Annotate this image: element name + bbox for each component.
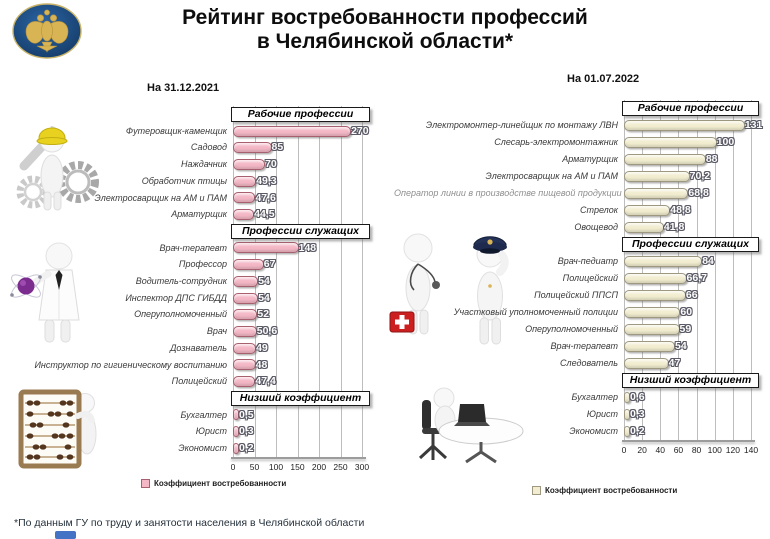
legend-label: Коэффициент востребованности — [154, 479, 287, 488]
section-header: Профессии служащих — [231, 224, 370, 239]
bar — [233, 176, 256, 187]
bar-value: 68,8 — [688, 187, 709, 199]
bar-label: Полицейский ППСП — [534, 290, 618, 300]
bar-label: Садовод — [190, 142, 227, 153]
bar-value: 84 — [702, 255, 714, 267]
bar — [624, 256, 702, 267]
bar-value: 88 — [705, 153, 718, 165]
bar-value: 50,6 — [256, 325, 278, 338]
page-title — [0, 6, 770, 54]
bar — [233, 259, 264, 270]
axis-tick-label: 140 — [743, 445, 759, 455]
bar-label: Экономист — [178, 443, 227, 453]
bar — [233, 192, 255, 203]
bar-label: Инспектор ДПС ГИБДД — [125, 292, 227, 303]
bar-label: Стрелок — [580, 205, 618, 215]
section-header: Низший коэффициент — [231, 391, 370, 406]
axis-tick-label: 0 — [621, 445, 627, 455]
bar-label: Инструктор по гигиеническому воспитанию — [34, 359, 227, 370]
bar — [624, 307, 680, 318]
bar — [624, 341, 675, 352]
bar-label: Овощевод — [574, 222, 618, 232]
section-header: Рабочие профессии — [622, 101, 759, 116]
chart-date-2021: На 31.12.2021 — [147, 82, 220, 94]
bar-value: 49,3 — [256, 174, 277, 187]
page-title-line1: Рейтинг востребованности профессий — [182, 6, 588, 29]
bar-label: Бухгалтер — [180, 409, 227, 420]
axis-baseline — [231, 457, 366, 459]
chart-2021 — [8, 106, 408, 486]
bar-label: Слесарь-электромонтажник — [494, 137, 618, 147]
axis-tick-label: 100 — [268, 461, 284, 472]
bar-value: 0,3 — [630, 408, 645, 420]
bar-label: Полицейский — [171, 376, 227, 387]
section-header: Низший коэффициент — [622, 373, 759, 388]
bar — [233, 276, 258, 287]
chart-2022 — [394, 100, 770, 472]
bar-value: 85 — [271, 141, 284, 154]
axis-tick-label: 150 — [290, 461, 305, 472]
bar-value: 0,2 — [239, 442, 254, 454]
bar-label: Электромонтер-линейщик по монтажу ЛВН — [425, 120, 618, 130]
bar — [624, 273, 687, 284]
bar — [624, 205, 670, 216]
bar-value: 49 — [256, 341, 268, 354]
bar-value: 0,5 — [239, 408, 254, 421]
bar-label: Водитель-сотрудник — [135, 276, 227, 286]
bar-value: 48 — [255, 358, 268, 371]
section-header: Рабочие профессии — [231, 107, 370, 122]
bar-value: 0,2 — [630, 425, 645, 437]
bar-value: 41,8 — [663, 221, 685, 233]
bar-label: Арматурщик — [171, 209, 227, 220]
bar-value: 0,6 — [630, 391, 645, 403]
bar-value: 54 — [258, 275, 270, 287]
legend-label: Коэффициент востребованности — [545, 486, 678, 495]
gridline — [678, 100, 679, 440]
gridline — [733, 100, 734, 440]
axis-baseline — [622, 440, 755, 442]
axis-tick-label: 40 — [655, 445, 666, 455]
bar — [624, 290, 686, 301]
axis-tick-label: 0 — [230, 461, 236, 472]
bar-label: Полицейский — [562, 273, 618, 283]
bar-label: Футеровщик-каменщик — [125, 125, 227, 136]
bar-label: Оперуполномоченный — [134, 309, 227, 320]
bar — [624, 171, 690, 182]
bar-label: Оперуполномоченный — [525, 324, 618, 334]
axis-tick-label: 300 — [354, 461, 370, 472]
axis-tick-label: 20 — [637, 445, 647, 455]
gridline — [624, 100, 625, 440]
bar-label: Врач-педиатр — [557, 256, 618, 266]
bar — [624, 324, 680, 335]
bar-label: Участковый уполномоченный полиции — [453, 307, 618, 317]
bar-value: 0,3 — [239, 425, 254, 438]
axis-tick-label: 250 — [333, 461, 348, 472]
bar-value: 70 — [265, 158, 277, 171]
bar — [233, 126, 351, 137]
bar-value: 48,8 — [670, 204, 691, 216]
axis-tick-label: 60 — [673, 445, 684, 455]
bar-value: 270 — [351, 124, 369, 137]
legend-swatch-icon — [532, 486, 541, 495]
bar-label: Электросварщик на АМ и ПАМ — [485, 171, 618, 181]
legend-swatch-icon — [141, 479, 150, 488]
bar — [233, 209, 254, 220]
bar — [624, 188, 688, 199]
page-edge-artifact — [55, 531, 76, 539]
bar-label: Юрист — [586, 409, 618, 419]
bar-value: 148 — [298, 241, 317, 254]
bar-value: 66 — [685, 289, 698, 301]
bar-label: Наждачник — [181, 159, 227, 170]
bar-value: 66,7 — [686, 272, 707, 284]
bar-label: Врач-терапевт — [159, 242, 227, 253]
bar — [233, 359, 256, 370]
axis-tick-label: 50 — [249, 461, 260, 472]
bar — [233, 159, 265, 170]
footnote: *По данным ГУ по труду и занятости населения в Челябинской области — [14, 517, 365, 529]
bar-label: Экономист — [569, 426, 618, 436]
bar-label: Бухгалтер — [571, 392, 618, 402]
bar-value: 100 — [716, 136, 735, 148]
bar-value: 44,5 — [254, 208, 275, 221]
bar-label: Обработчик птицы — [141, 175, 227, 186]
gridline — [660, 100, 661, 440]
bar — [233, 343, 256, 354]
bar-label: Следователь — [560, 358, 618, 368]
bar-label: Юрист — [195, 426, 227, 437]
bar-value: 59 — [679, 323, 692, 335]
bar-label: Врач — [206, 326, 227, 337]
bar — [624, 120, 745, 131]
bar-value: 52 — [257, 308, 270, 321]
gridline — [751, 100, 752, 440]
bar-value: 60 — [680, 306, 693, 318]
bar-label: Электросварщик на АМ и ПАМ — [94, 192, 227, 203]
bar-value: 54 — [674, 340, 687, 352]
bar — [624, 137, 717, 148]
axis-tick-label: 80 — [691, 445, 702, 455]
bar-value: 67 — [263, 258, 276, 271]
bar — [233, 326, 257, 337]
bar — [233, 242, 299, 253]
bar-label: Врач-терапевт — [550, 341, 618, 351]
page-title-line2: в Челябинской области* — [256, 30, 514, 53]
bar-label: Оператор линии в производстве пищевой продукции — [394, 188, 622, 198]
chart-date-2022: На 01.07.2022 — [567, 73, 640, 85]
bar — [624, 222, 664, 233]
bar — [233, 376, 255, 387]
bar — [624, 154, 706, 165]
bar-label: Профессор — [178, 259, 227, 270]
legend-2021 — [141, 479, 286, 488]
axis-tick-label: 100 — [707, 445, 722, 455]
section-header: Профессии служащих — [622, 237, 759, 252]
bar — [233, 142, 272, 153]
bar — [233, 309, 257, 320]
bar-value: 131 — [744, 119, 763, 131]
bar-label: Арматурщик — [562, 154, 618, 164]
bar-value: 47 — [668, 357, 681, 369]
axis-tick-label: 200 — [311, 461, 327, 472]
bar-value: 54 — [258, 291, 270, 304]
legend-2022 — [532, 486, 677, 495]
bar-label: Дознаватель — [170, 342, 227, 353]
bar-value: 47,6 — [255, 191, 276, 204]
bar-value: 70,2 — [689, 170, 711, 182]
bar-value: 47,4 — [255, 375, 276, 388]
bar — [233, 293, 258, 304]
axis-tick-label: 120 — [725, 445, 740, 455]
bar — [624, 358, 669, 369]
